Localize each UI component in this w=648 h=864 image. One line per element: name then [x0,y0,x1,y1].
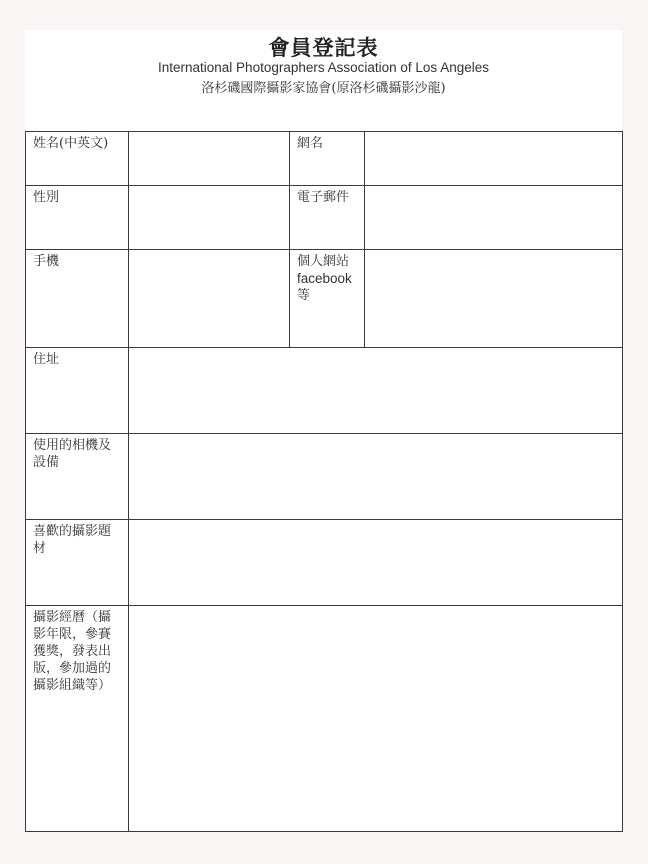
equipment-field[interactable] [129,434,623,520]
row-mobile [26,250,623,348]
registration-form-page [25,30,622,832]
subjects-label: 喜歡的攝影題 材 [33,524,112,556]
nickname-label: 網名 [297,136,324,151]
gender-field[interactable] [129,186,290,250]
row-equipment [26,434,623,520]
nickname-label-cell [290,132,365,186]
equipment-label: 使用的相機及 設備 [33,438,112,470]
website-label-line1: 個人網站 [297,254,350,269]
experience-label-cell [26,606,129,832]
address-label-cell [26,348,129,434]
gender-label: 性別 [33,190,60,205]
name-field[interactable] [129,132,290,186]
experience-label: 攝影經曆（攝 影年限，參賽 獲獎，發表出 版，參加過的 攝影組織等） [33,610,112,693]
website-label-line2: facebook [297,271,352,286]
subjects-field[interactable] [129,520,623,606]
form-header [25,30,622,130]
name-label-cell [26,132,129,186]
email-label: 電子郵件 [297,190,350,205]
website-label-cell [290,250,365,348]
mobile-field[interactable] [129,250,290,348]
name-label: 姓名(中英文) [33,136,109,151]
nickname-field[interactable] [365,132,623,186]
form-title: 會員登記表 [268,35,379,60]
subjects-label-cell [26,520,129,606]
mobile-label: 手機 [33,254,60,269]
email-field[interactable] [365,186,623,250]
experience-field[interactable] [129,606,623,832]
association-name-chinese: 洛杉磯國際攝影家協會(原洛杉磯攝影沙龍) [201,81,446,96]
row-experience [26,606,623,832]
row-gender [26,186,623,250]
row-subjects [26,520,623,606]
row-address [26,348,623,434]
equipment-label-cell [26,434,129,520]
row-name [26,132,623,186]
registration-table [25,131,623,832]
email-label-cell [290,186,365,250]
website-label-line3: 等 [297,288,311,303]
address-label: 住址 [33,352,60,367]
address-field[interactable] [129,348,623,434]
website-field[interactable] [365,250,623,348]
mobile-label-cell [26,250,129,348]
association-name-english: International Photographers Association of Los Angeles [158,60,489,75]
gender-label-cell [26,186,129,250]
